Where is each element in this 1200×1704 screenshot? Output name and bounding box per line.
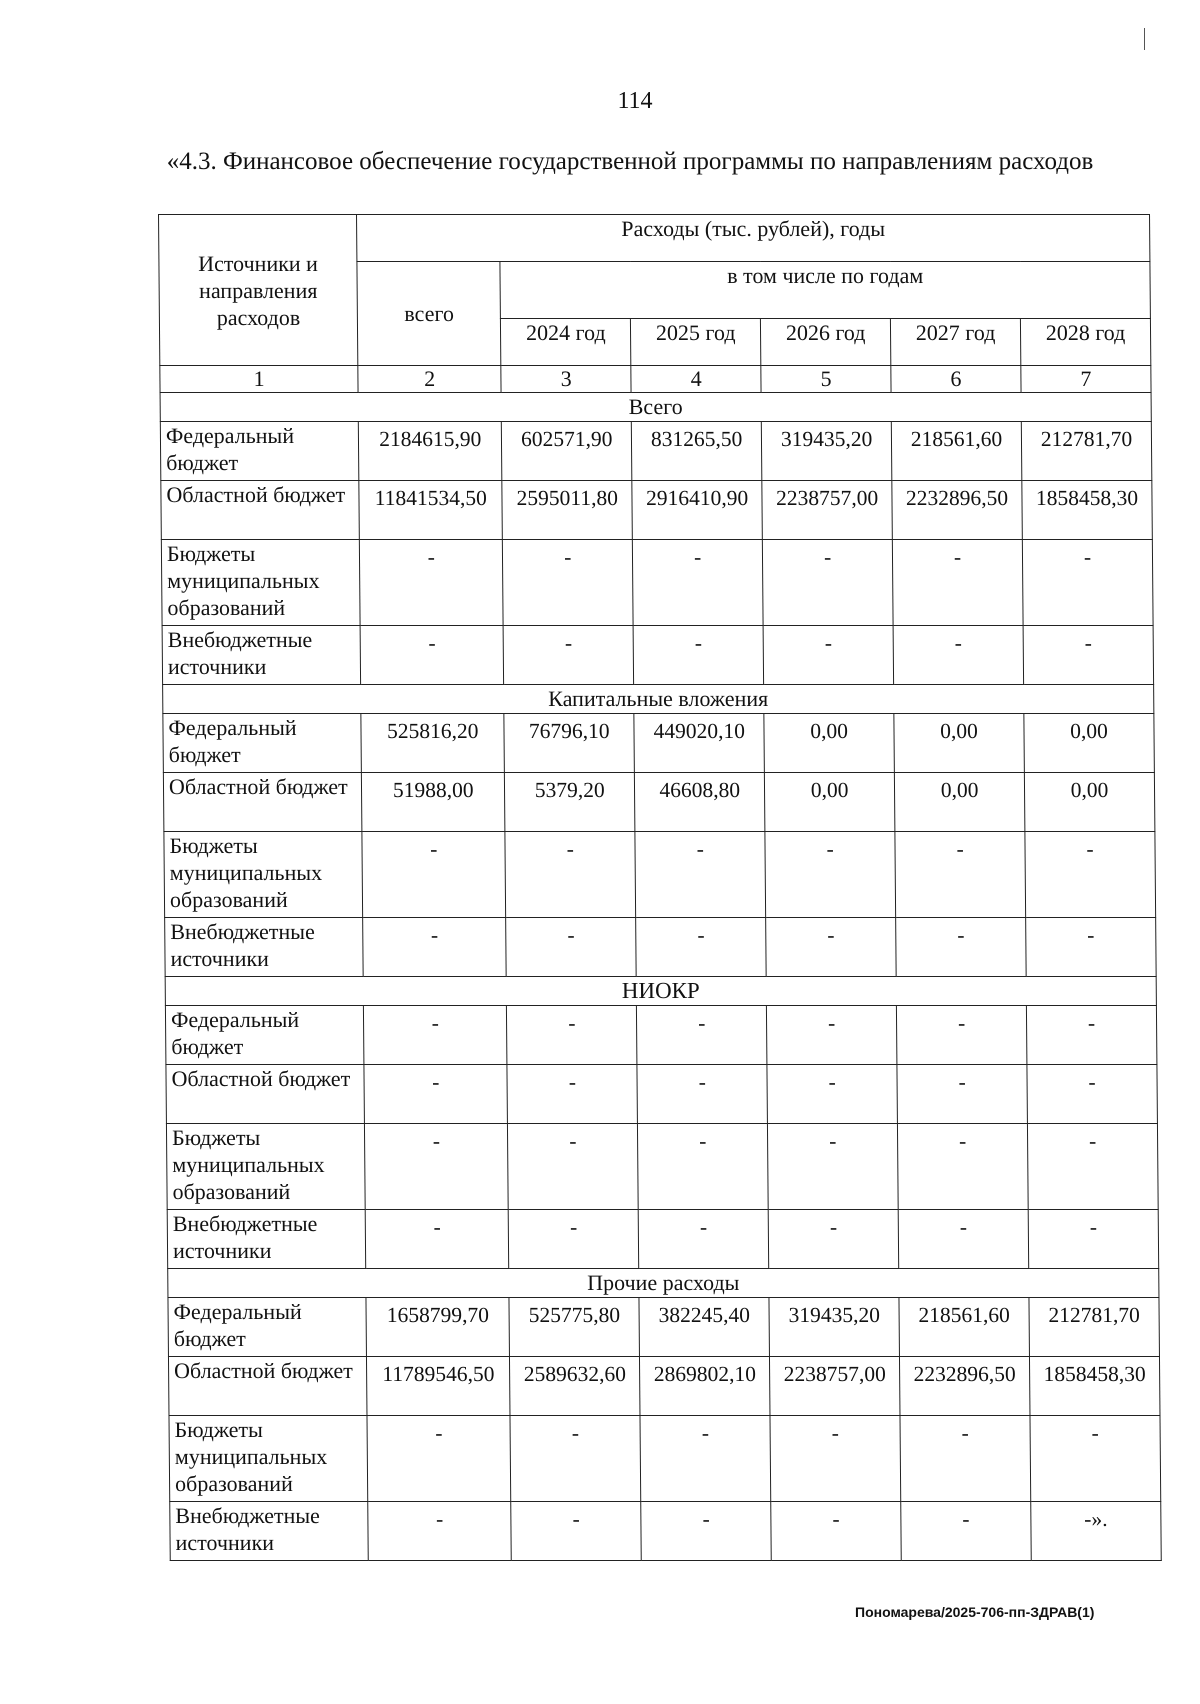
- table-cell: -: [638, 1124, 769, 1210]
- table-cell: -: [635, 832, 766, 918]
- table-cell: 1858458,30: [1022, 481, 1152, 540]
- table-cell: -: [364, 1006, 508, 1065]
- table-row: [165, 918, 1157, 977]
- row-label: Внебюджетные источники: [162, 626, 361, 685]
- row-label: Внебюджетные источники: [167, 1210, 366, 1269]
- row-label: Бюджеты муниципальных образований: [164, 832, 363, 918]
- table-cell: -: [510, 1416, 641, 1502]
- table-cell: 46608,80: [635, 773, 765, 832]
- table-cell: -: [766, 918, 896, 977]
- table-cell: 2869802,10: [640, 1357, 770, 1416]
- section-title: Прочие расходы: [168, 1269, 1159, 1298]
- table-row: [161, 540, 1153, 626]
- table-row: [168, 1298, 1160, 1357]
- table-cell: -: [368, 1502, 512, 1561]
- table-cell: 0,00: [894, 773, 1024, 832]
- header-by-years: в том числе по годам: [500, 262, 1150, 319]
- table-cell: -: [507, 1006, 637, 1065]
- column-number: 5: [761, 366, 891, 393]
- section-header-row: [163, 685, 1154, 714]
- table-cell: 2232896,50: [900, 1357, 1030, 1416]
- table-cell: 76796,10: [504, 714, 634, 773]
- table-cell: -: [509, 1210, 639, 1269]
- row-label: Областной бюджет: [163, 773, 362, 832]
- section-header-row: [160, 393, 1151, 422]
- table-cell: -: [897, 1065, 1027, 1124]
- table-cell: -: [1026, 918, 1156, 977]
- table-cell: -: [364, 1065, 508, 1124]
- table-cell: 5379,20: [505, 773, 635, 832]
- table-cell: -: [1030, 1416, 1161, 1502]
- table-cell: -: [633, 540, 764, 626]
- table-cell: 525775,80: [509, 1298, 639, 1357]
- table-row: [169, 1416, 1161, 1502]
- table-cell: 0,00: [1024, 714, 1154, 773]
- section-header-row: [168, 1269, 1159, 1298]
- table-cell: -: [365, 1210, 509, 1269]
- table-cell: -: [900, 1416, 1031, 1502]
- table-cell: -: [365, 1124, 509, 1210]
- row-label: Федеральный бюджет: [165, 1006, 364, 1065]
- table-cell: -: [503, 540, 634, 626]
- row-label: Федеральный бюджет: [168, 1298, 367, 1357]
- table-cell: -: [1028, 1210, 1158, 1269]
- page-title: «4.3. Финансовое обеспечение государственной программы по направлениям расходов: [166, 148, 1094, 175]
- table-container: [158, 214, 1162, 1561]
- scan-edge-mark: [1144, 28, 1145, 50]
- table-cell: -: [362, 832, 506, 918]
- table-cell: 2916410,90: [632, 481, 762, 540]
- table-cell: 212781,70: [1021, 422, 1151, 481]
- table-cell: -: [768, 1124, 899, 1210]
- table-cell: -: [360, 626, 504, 685]
- table-cell: 0,00: [764, 714, 894, 773]
- table-cell: 2184615,90: [358, 422, 502, 481]
- table-cell: 212781,70: [1029, 1298, 1159, 1357]
- document-footer: Пономарева/2025-706-пп-ЗДРАВ(1): [855, 1604, 1095, 1620]
- table-cell: 0,00: [894, 714, 1024, 773]
- table-cell: 382245,40: [639, 1298, 769, 1357]
- header-year-2028: 2028 год: [1020, 319, 1150, 366]
- table-cell: -: [763, 626, 893, 685]
- table-cell: 2232896,50: [892, 481, 1022, 540]
- column-number: 4: [631, 366, 761, 393]
- table-cell: 11789546,50: [367, 1357, 511, 1416]
- header-year-2027: 2027 год: [891, 319, 1021, 366]
- table-row: [163, 773, 1155, 832]
- table-row: [166, 1124, 1158, 1210]
- table-cell: 1858458,30: [1029, 1357, 1159, 1416]
- table-cell: 218561,60: [891, 422, 1021, 481]
- column-number: 3: [501, 366, 631, 393]
- table-cell: -: [508, 1124, 639, 1210]
- table-cell: -: [765, 832, 896, 918]
- table-cell: -: [763, 540, 894, 626]
- table-cell: -: [898, 1124, 1029, 1210]
- header-sources: Источники и направления расходов: [159, 215, 359, 366]
- table-cell: -: [771, 1502, 901, 1561]
- page-number: 114: [617, 88, 653, 114]
- section-title: Капитальные вложения: [163, 685, 1154, 714]
- header-year-2025: 2025 год: [631, 319, 761, 366]
- section-title: НИОКР: [165, 977, 1156, 1006]
- table-cell: -: [898, 1210, 1028, 1269]
- table-row: [166, 1065, 1158, 1124]
- section-title: Всего: [160, 393, 1151, 422]
- row-label: Внебюджетные источники: [170, 1502, 369, 1561]
- header-total: всего: [357, 262, 501, 366]
- table-cell: 51988,00: [362, 773, 506, 832]
- table-cell: -: [768, 1210, 898, 1269]
- table-cell: -: [507, 1065, 637, 1124]
- row-label: Областной бюджет: [161, 481, 360, 540]
- table-row: [168, 1357, 1160, 1416]
- row-label: Областной бюджет: [168, 1357, 367, 1416]
- row-label: Бюджеты муниципальных образований: [166, 1124, 365, 1210]
- table-cell: 525816,20: [361, 714, 505, 773]
- column-number: 1: [160, 366, 358, 393]
- table-cell: -: [901, 1502, 1031, 1561]
- table-cell: -: [1026, 1006, 1156, 1065]
- table-cell: 831265,50: [632, 422, 762, 481]
- header-year-2024: 2024 год: [501, 319, 631, 366]
- table-cell: 2595011,80: [502, 481, 632, 540]
- table-cell: -: [770, 1416, 901, 1502]
- table-cell: -: [636, 918, 766, 977]
- table-cell: -: [505, 832, 636, 918]
- table-cell: -: [640, 1416, 771, 1502]
- table-cell: 11841534,50: [359, 481, 503, 540]
- table-cell: -: [893, 626, 1023, 685]
- table-cell: 1658799,70: [366, 1298, 510, 1357]
- section-header-row: [165, 977, 1156, 1006]
- table-row: [161, 481, 1153, 540]
- table-cell: -: [637, 1006, 767, 1065]
- column-number: 7: [1021, 366, 1151, 393]
- table-row: [163, 714, 1155, 773]
- row-label: Областной бюджет: [166, 1065, 365, 1124]
- table-cell: -: [1023, 626, 1153, 685]
- table-cell: 218561,60: [899, 1298, 1029, 1357]
- table-cell: 2238757,00: [762, 481, 892, 540]
- table-cell: -: [638, 1210, 768, 1269]
- table-cell: 0,00: [765, 773, 895, 832]
- header-expenses: Расходы (тыс. рублей), годы: [357, 215, 1150, 262]
- column-number: 2: [358, 366, 501, 393]
- table-cell: 602571,90: [502, 422, 632, 481]
- row-label: Бюджеты муниципальных образований: [161, 540, 360, 626]
- table-cell: -: [1022, 540, 1153, 626]
- table-cell: -: [896, 918, 1026, 977]
- table-cell: -: [367, 1416, 511, 1502]
- table-cell: 449020,10: [634, 714, 764, 773]
- table-row: [170, 1502, 1162, 1561]
- table-cell: -: [511, 1502, 641, 1561]
- column-number: 6: [891, 366, 1021, 393]
- row-label: Внебюджетные источники: [165, 918, 364, 977]
- table-cell: -: [637, 1065, 767, 1124]
- table-row: [167, 1210, 1159, 1269]
- table-cell: -: [360, 540, 504, 626]
- table-cell: -: [363, 918, 507, 977]
- table-cell: -: [895, 832, 1026, 918]
- column-numbers-row: [160, 366, 1151, 393]
- table-cell: -: [503, 626, 633, 685]
- table-cell: -: [1027, 1065, 1157, 1124]
- table-cell: -: [1025, 832, 1156, 918]
- table-cell: -: [506, 918, 636, 977]
- row-label: Федеральный бюджет: [163, 714, 362, 773]
- table-cell: -: [633, 626, 763, 685]
- table-cell: -: [767, 1006, 897, 1065]
- table-cell: -: [641, 1502, 771, 1561]
- table-cell: 2238757,00: [770, 1357, 900, 1416]
- row-label: Бюджеты муниципальных образований: [169, 1416, 368, 1502]
- table-cell: 319435,20: [769, 1298, 899, 1357]
- table-cell: -: [892, 540, 1023, 626]
- table-cell: -: [767, 1065, 897, 1124]
- financing-table: [158, 214, 1162, 1561]
- row-label: Федеральный бюджет: [160, 422, 359, 481]
- header-year-2026: 2026 год: [761, 319, 891, 366]
- table-row: [165, 1006, 1157, 1065]
- table-cell: 2589632,60: [510, 1357, 640, 1416]
- table-cell: -».: [1031, 1502, 1161, 1561]
- table-cell: 0,00: [1024, 773, 1154, 832]
- table-cell: -: [897, 1006, 1027, 1065]
- table-cell: 319435,20: [761, 422, 891, 481]
- table-row: [162, 626, 1154, 685]
- table-row: [164, 832, 1156, 918]
- table-row: [160, 422, 1152, 481]
- table-cell: -: [1027, 1124, 1158, 1210]
